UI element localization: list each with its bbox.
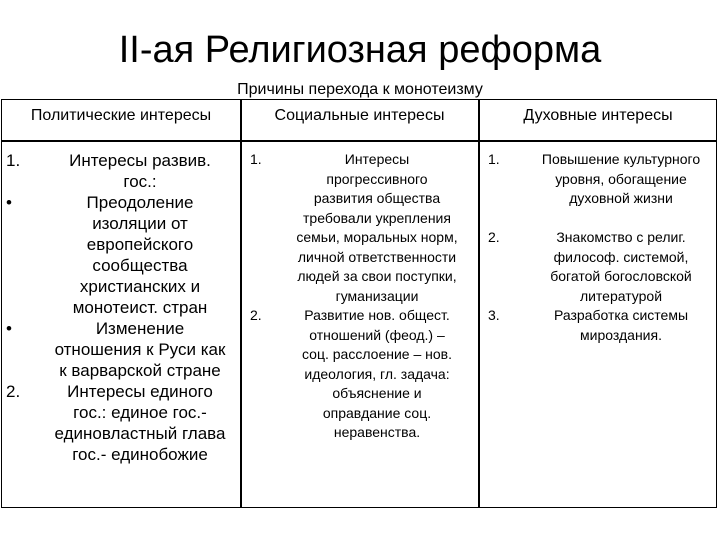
list-item-line: оправдание соц.: [322, 404, 432, 421]
list-item-line: литературой: [579, 287, 663, 304]
list-item-line: христианских и: [79, 277, 201, 296]
list-item-line: духовной жизни: [569, 190, 673, 206]
list-item-line: идеология, гл. задача:: [304, 365, 450, 382]
slide-subtitle: Причины перехода к монотеизму: [237, 81, 483, 98]
list-marker: •: [6, 193, 12, 212]
list-marker: 3.: [488, 307, 500, 323]
column-divider-1: [240, 99, 242, 508]
list-item-line: изоляции от: [92, 214, 188, 233]
list-item-line: Изменение: [95, 319, 185, 338]
list-marker: 2.: [250, 307, 262, 323]
list-item-line: Интересы развив.: [69, 151, 211, 170]
list-item-line: отношения к Руси как: [54, 340, 226, 359]
column-divider-2: [478, 99, 480, 508]
list-item-line: Интересы единого: [67, 382, 213, 401]
slide-title: II-ая Религиозная реформа: [118, 29, 602, 71]
header-divider: [1, 140, 717, 142]
list-marker: 2.: [6, 382, 21, 401]
list-item-line: гос.- единобожие: [72, 445, 208, 464]
list-item-line: семьи, моральных норм,: [296, 229, 458, 245]
list-marker: 1.: [488, 151, 500, 167]
list-item-line: неравенства.: [333, 424, 421, 440]
header-social: Социальные интересы: [274, 107, 445, 124]
list-item-line: Интересы: [344, 151, 410, 167]
list-marker: •: [6, 319, 12, 338]
list-item-line: объяснение и: [332, 385, 422, 401]
list-item-line: людей за свои поступки,: [297, 268, 457, 284]
list-item-line: к варварской стране: [59, 361, 221, 380]
header-political: Политические интересы: [30, 107, 212, 124]
list-item-line: богатой богословской: [550, 268, 692, 284]
list-item-line: развития общества: [313, 190, 441, 206]
list-item-line: Разработка системы: [553, 307, 689, 323]
list-item-line: требовали укрепления: [303, 209, 451, 226]
list-item-line: гос.:: [123, 172, 157, 191]
list-item-line: сообщества: [92, 256, 188, 275]
list-item-line: личной ответственности: [297, 248, 457, 265]
list-item-line: монотеист. стран: [72, 298, 208, 317]
header-spiritual: Духовные интересы: [523, 107, 673, 124]
list-item-line: прогрессивного: [326, 170, 428, 187]
list-item-line: Знакомство с религ.: [556, 229, 686, 245]
list-item-line: мироздания.: [580, 326, 662, 343]
list-item-line: уровня, обогащение: [555, 170, 687, 187]
column-spiritual: [486, 150, 716, 500]
list-item-line: отношений (феод.) –: [309, 326, 445, 343]
column-social: [246, 150, 472, 500]
list-marker: 2.: [488, 229, 500, 245]
list-item-line: гуманизации: [335, 287, 419, 304]
list-marker: 1.: [250, 151, 262, 167]
column-political: [6, 150, 240, 500]
list-item-line: европейского: [86, 235, 194, 254]
list-item-line: Преодоление: [86, 193, 194, 212]
list-item-line: Повышение культурного: [541, 151, 701, 167]
list-item-line: соц. расслоение – нов.: [302, 346, 452, 362]
list-item-line: единовластный глава: [54, 424, 226, 443]
list-item-line: философ. системой,: [553, 248, 689, 265]
list-item-line: Развитие нов. общест.: [304, 307, 450, 323]
list-item-line: гос.: единое гос.-: [73, 403, 207, 422]
list-marker: 1.: [6, 151, 21, 170]
